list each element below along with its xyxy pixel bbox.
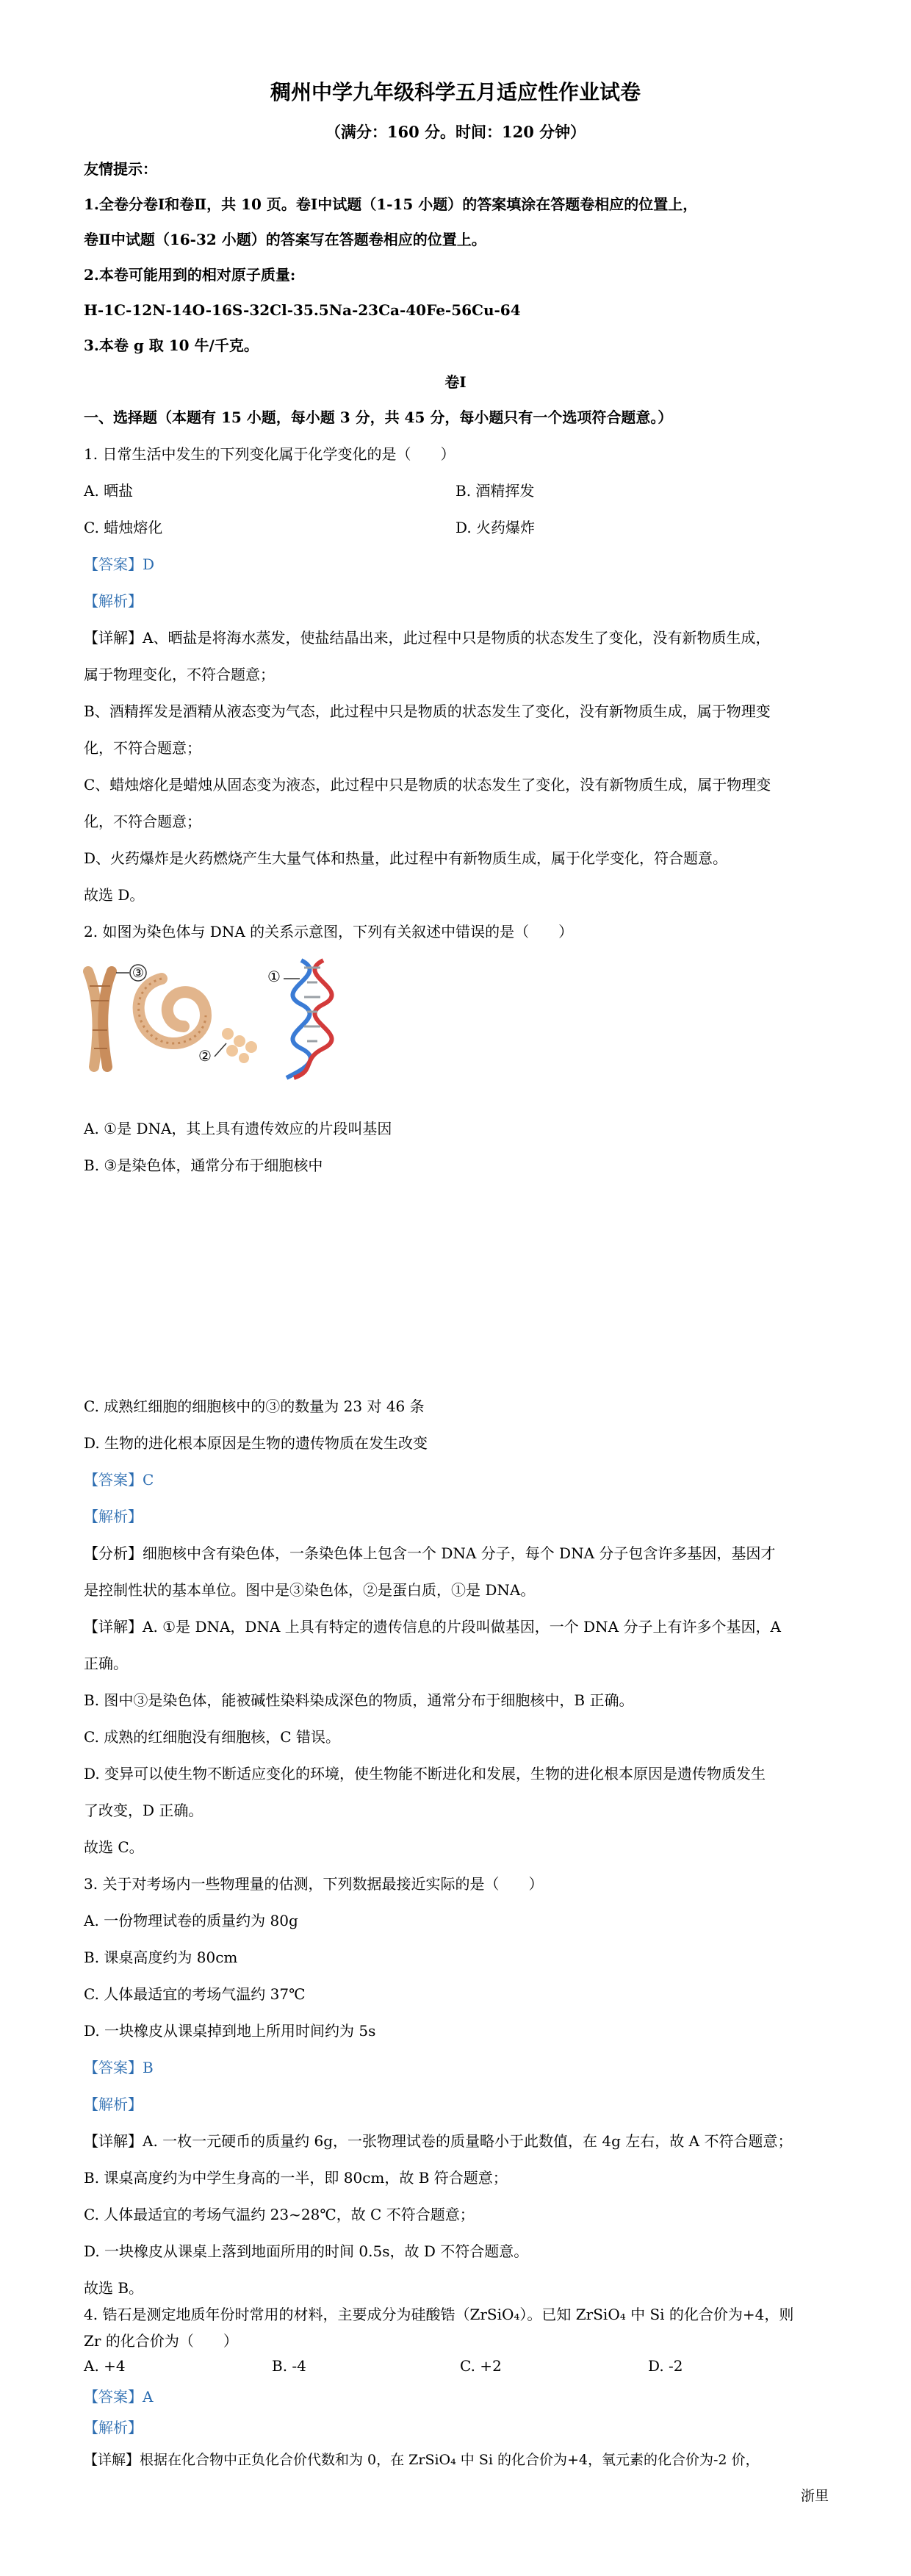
tips-line-3: 2.本卷可能用到的相对原子质量: — [84, 266, 296, 284]
q2-answer: 【答案】C — [84, 1471, 154, 1489]
tips-line-1: 1.全卷分卷Ⅰ和卷Ⅱ，共 10 页。卷Ⅰ中试题（1-15 小题）的答案填涂在答题卷相应的位置上， — [84, 195, 698, 213]
q1-detail-6: 化，不符合题意； — [84, 813, 201, 830]
q2-option-d: D. 生物的进化根本原因是生物的遗传物质在发生改变 — [84, 1434, 428, 1452]
q4-stem-1: 4. 锆石是测定地质年份时常用的材料，主要成分为硅酸锆（ZrSiO₄）。已知 ZrSiO₄ 中 Si 的化合价为+4，则 — [84, 2306, 794, 2323]
q4-answer: 【答案】A — [84, 2388, 154, 2406]
q3-detail-2: B. 课桌高度约为中学生身高的一半，即 80cm，故 B 符合题意； — [84, 2169, 508, 2187]
tips-line-4: H-1C-12N-14O-16S-32Cl-35.5Na-23Ca-40Fe-56Cu-64 — [84, 301, 521, 319]
q1-answer: 【答案】D — [84, 555, 155, 573]
q3-stem: 3. 关于对考场内一些物理量的估测，下列数据最接近实际的是（ ） — [84, 1875, 544, 1893]
q3-detail-4: D. 一块橡皮从课桌上落到地面所用的时间 0.5s，故 D 不符合题意。 — [84, 2242, 529, 2260]
q1-stem: 1. 日常生活中发生的下列变化属于化学变化的是（ ） — [84, 445, 455, 463]
q1-detail-1: 【详解】A、晒盐是将海水蒸发，使盐结晶出来，此过程中只是物质的状态发生了变化，没有新物质生成， — [84, 629, 771, 647]
q1-option-a: A. 晒盐 — [84, 482, 134, 500]
q2-detail-5: D. 变异可以使生物不断适应变化的环境，使生物能不断进化和发展，生物的进化根本原因是遗传物质发生 — [84, 1765, 766, 1782]
q2-analysis-1: 【分析】细胞核中含有染色体，一条染色体上包含一个 DNA 分子，每个 DNA 分子包含许多基因，基因才 — [84, 1544, 776, 1562]
q1-analysis-label: 【解析】 — [84, 592, 143, 610]
page-subtitle: （满分：160 分。时间：120 分钟） — [325, 123, 586, 141]
chromosome-dna-figure — [81, 957, 360, 1082]
q2-analysis-label: 【解析】 — [84, 1508, 143, 1525]
q1-option-c: C. 蜡烛熔化 — [84, 519, 163, 536]
q2-option-a: A. ①是 DNA，其上具有遗传效应的片段叫基因 — [84, 1120, 392, 1137]
q3-option-a: A. 一份物理试卷的质量约为 80g — [84, 1912, 298, 1929]
q1-detail-2: 属于物理变化，不符合题意； — [84, 666, 275, 683]
q2-option-c: C. 成熟红细胞的细胞核中的③的数量为 23 对 46 条 — [84, 1397, 425, 1415]
q2-detail-6: 了改变，D 正确。 — [84, 1802, 204, 1819]
volume-heading: 卷Ⅰ — [444, 373, 467, 391]
q4-stem-2: Zr 的化合价为（ ） — [84, 2332, 238, 2350]
q3-option-c: C. 人体最适宜的考场气温约 37℃ — [84, 1985, 306, 2003]
fig-label-1: ① — [267, 968, 281, 985]
q2-detail-2: 正确。 — [84, 1655, 128, 1672]
tips-line-2: 卷Ⅱ中试题（16-32 小题）的答案写在答题卷相应的位置上。 — [84, 231, 486, 248]
q2-detail-3: B. 图中③是染色体，能被碱性染料染成深色的物质，通常分布于细胞核中，B 正确。 — [84, 1691, 634, 1709]
page-title: 稠州中学九年级科学五月适应性作业试卷 — [270, 80, 641, 104]
q4-option-d: D. -2 — [648, 2357, 683, 2375]
q1-detail-3: B、酒精挥发是酒精从液态变为气态，此过程中只是物质的状态发生了变化，没有新物质生成，属于物理变 — [84, 702, 771, 720]
q1-option-b: B. 酒精挥发 — [455, 482, 535, 500]
q4-option-c: C. +2 — [460, 2357, 502, 2375]
fig-label-3: ③ — [132, 965, 145, 981]
coiled-chromatin-drawing — [139, 979, 206, 1043]
q1-detail-5: C、蜡烛熔化是蜡烛从固态变为液态，此过程中只是物质的状态发生了变化，没有新物质生成，属于物理变 — [84, 776, 771, 794]
q2-detail-7: 故选 C。 — [84, 1838, 144, 1856]
q4-detail-1: 【详解】根据在化合物中正负化合价代数和为 0，在 ZrSiO₄ 中 Si 的化合价为+4，氧元素的化合价为-2 价， — [84, 2452, 760, 2468]
q2-analysis-2: 是控制性状的基本单位。图中是③染色体，②是蛋白质，①是 DNA。 — [84, 1581, 536, 1599]
q3-detail-3: C. 人体最适宜的考场气温约 23~28℃，故 C 不符合题意； — [84, 2206, 475, 2223]
tips-line-5: 3.本卷 g 取 10 牛/千克。 — [84, 337, 259, 354]
q2-option-b: B. ③是染色体，通常分布于细胞核中 — [84, 1156, 323, 1174]
tips-heading: 友情提示： — [84, 160, 157, 178]
q2-detail-1: 【详解】A. ①是 DNA，DNA 上具有特定的遗传信息的片段叫做基因，一个 DNA 分子上有许多个基因，A — [84, 1618, 781, 1636]
q3-option-d: D. 一块橡皮从课桌掉到地上所用时间约为 5s — [84, 2022, 376, 2040]
q1-option-d: D. 火药爆炸 — [455, 519, 536, 536]
chromosome-drawing — [88, 971, 112, 1067]
q3-detail-1: 【详解】A. 一枚一元硬币的质量约 6g，一张物理试卷的质量略小于此数值，在 4g 左右，故 A 不符合题意； — [84, 2132, 793, 2150]
q1-detail-8: 故选 D。 — [84, 886, 145, 904]
fig-label-2: ② — [198, 1047, 212, 1065]
q1-detail-4: 化，不符合题意； — [84, 739, 201, 757]
q2-stem: 2. 如图为染色体与 DNA 的关系示意图，下列有关叙述中错误的是（ ） — [84, 923, 574, 940]
section-heading: 一、选择题（本题有 15 小题，每小题 3 分，共 45 分，每小题只有一个选项符合题意。） — [84, 409, 673, 426]
q3-option-b: B. 课桌高度约为 80cm — [84, 1949, 238, 1966]
q4-option-a: A. +4 — [84, 2357, 126, 2375]
q4-analysis-label: 【解析】 — [84, 2419, 143, 2436]
dna-helix-drawing — [287, 960, 332, 1078]
q3-detail-5: 故选 B。 — [84, 2279, 144, 2297]
q4-option-b: B. -4 — [272, 2357, 306, 2375]
q1-detail-7: D、火药爆炸是火药燃烧产生大量气体和热量，此过程中有新物质生成，属于化学变化，符合题意。 — [84, 849, 728, 867]
q3-analysis-label: 【解析】 — [84, 2095, 143, 2113]
footer-watermark: 浙里 — [800, 2488, 829, 2504]
q3-answer: 【答案】B — [84, 2059, 154, 2076]
q2-detail-4: C. 成熟的红细胞没有细胞核，C 错误。 — [84, 1728, 340, 1746]
protein-beads-drawing — [222, 1028, 257, 1063]
